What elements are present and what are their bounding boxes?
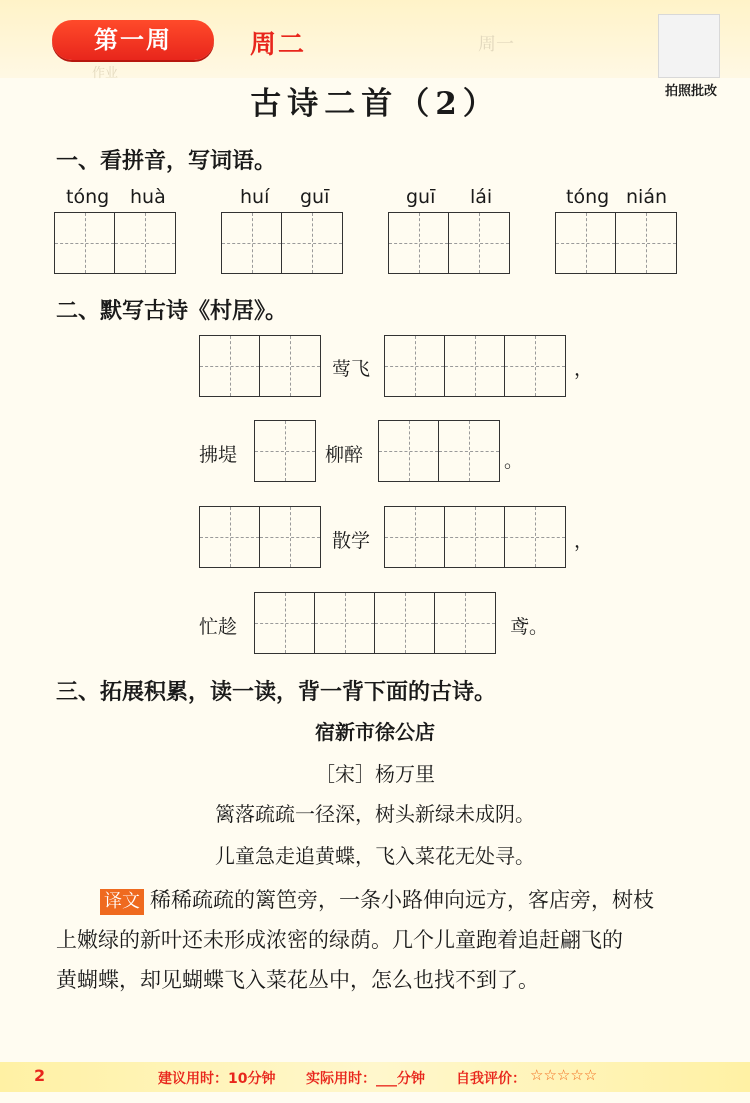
pinyin: tóng xyxy=(566,186,610,208)
pinyin: huà xyxy=(130,186,166,208)
scan-grading-label: 拍照批改 xyxy=(664,84,717,99)
ghost-text-right: 周一 xyxy=(478,34,514,55)
section3-heading: 三、拓展积累，读一读，背一背下面的古诗。 xyxy=(56,680,497,705)
poem-fragment: 莺飞 xyxy=(332,358,371,380)
day-label: 周二 xyxy=(250,30,307,60)
poem-fragment: 柳醉 xyxy=(325,444,364,466)
punctuation: ， xyxy=(574,358,594,380)
answer-grid[interactable] xyxy=(388,212,510,274)
punctuation: ， xyxy=(574,530,594,552)
suggested-time: 建议用时：10分钟 xyxy=(158,1071,276,1087)
recite-grid[interactable] xyxy=(199,506,321,568)
poem-line: 篱落疏疏一径深，树头新绿未成阴。 xyxy=(215,802,535,826)
poem-line: 儿童急走追黄蝶，飞入菜花无处寻。 xyxy=(215,844,535,868)
section1-heading: 一、看拼音，写词语。 xyxy=(56,149,277,174)
translation-block xyxy=(56,880,724,1000)
rating-stars[interactable]: ☆☆☆☆☆ xyxy=(530,1066,598,1084)
recite-grid[interactable] xyxy=(378,420,500,482)
qr-code[interactable] xyxy=(658,14,720,78)
recite-grid[interactable] xyxy=(254,592,496,654)
punctuation: 。 xyxy=(504,450,524,472)
translation-line: 黄蝴蝶，却见蝴蝶飞入菜花丛中，怎么也找不到了。 xyxy=(56,968,539,992)
pinyin: guī xyxy=(406,186,436,208)
week-badge xyxy=(52,20,214,60)
translation-badge: 译文 xyxy=(100,889,144,915)
translation-line: 上嫩绿的新叶还未形成浓密的绿荫。几个儿童跑着追赶翩飞的 xyxy=(56,928,623,952)
poem-fragment: 拂堤 xyxy=(199,444,238,466)
actual-time: 实际用时：___分钟 xyxy=(306,1071,425,1087)
page-number: 2 xyxy=(34,1066,46,1085)
pinyin: huí xyxy=(240,186,270,208)
poem-fragment: 散学 xyxy=(332,530,371,552)
poem-fragment: 忙趁 xyxy=(199,616,238,638)
pinyin: nián xyxy=(626,186,668,208)
recite-grid[interactable] xyxy=(384,335,566,397)
translation-text: 稀稀疏疏的篱笆旁，一条小路伸向远方，客店旁，树枝 xyxy=(150,888,654,912)
poem-author: ［宋］杨万里 xyxy=(315,762,435,786)
poem-title: 宿新市徐公店 xyxy=(315,720,435,744)
pinyin: tóng xyxy=(66,186,110,208)
page-title: 古诗二首（2） xyxy=(250,86,500,122)
section2-heading: 二、默写古诗《村居》。 xyxy=(56,299,288,324)
recite-grid[interactable] xyxy=(384,506,566,568)
pinyin: guī xyxy=(300,186,330,208)
answer-grid[interactable] xyxy=(555,212,677,274)
recite-grid[interactable] xyxy=(254,420,316,482)
answer-grid[interactable] xyxy=(221,212,343,274)
pinyin: lái xyxy=(470,186,493,208)
answer-grid[interactable] xyxy=(54,212,176,274)
translation-line xyxy=(56,880,724,920)
self-evaluation-label: 自我评价： xyxy=(456,1071,526,1087)
poem-fragment: 鸢。 xyxy=(510,616,549,638)
week-label: 第一周 xyxy=(94,26,172,54)
recite-grid[interactable] xyxy=(199,335,321,397)
ghost-text-left: 作业 xyxy=(92,66,119,81)
